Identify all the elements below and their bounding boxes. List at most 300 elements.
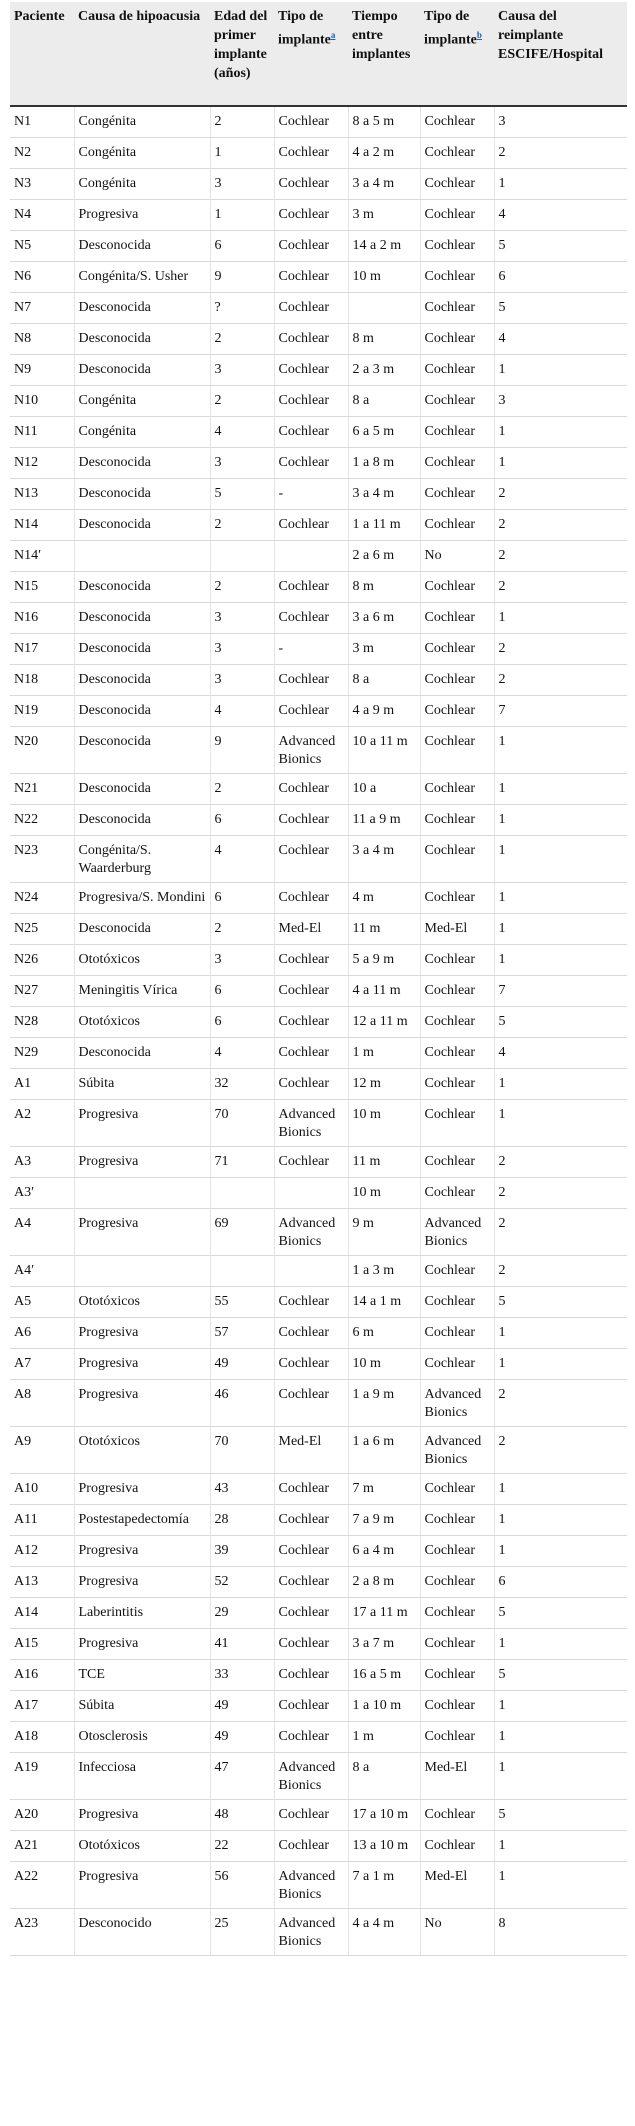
cell-tipo-b: Cochlear xyxy=(420,1473,494,1504)
cell-tipo-b: Cochlear xyxy=(420,1099,494,1146)
cell-paciente: N28 xyxy=(10,1006,74,1037)
table-row xyxy=(10,1504,627,1535)
cell-paciente: A10 xyxy=(10,1473,74,1504)
cell-paciente: A1 xyxy=(10,1068,74,1099)
cell-tipo-b: Cochlear xyxy=(420,1146,494,1177)
cell-tiempo: 7 a 1 m xyxy=(348,1861,420,1908)
cell-tipo-b: Cochlear xyxy=(420,1535,494,1566)
cell-causa: Congénita xyxy=(74,106,210,137)
cell-edad: 2 xyxy=(210,323,274,354)
cell-edad: 47 xyxy=(210,1752,274,1799)
cell-edad xyxy=(210,1255,274,1286)
cell-tiempo: 3 a 7 m xyxy=(348,1628,420,1659)
cell-tipo-a: Cochlear xyxy=(274,323,348,354)
cell-tipo-a: Cochlear xyxy=(274,835,348,882)
cell-tiempo: 1 a 6 m xyxy=(348,1426,420,1473)
cell-edad: 70 xyxy=(210,1099,274,1146)
cell-causa-reimplante: 5 xyxy=(494,1006,627,1037)
cell-paciente: A3 xyxy=(10,1146,74,1177)
cell-causa-reimplante: 1 xyxy=(494,944,627,975)
header-text: Paciente xyxy=(14,9,65,24)
table-row xyxy=(10,633,627,664)
table-row xyxy=(10,913,627,944)
table-row xyxy=(10,773,627,804)
cell-causa-reimplante: 3 xyxy=(494,385,627,416)
cell-tipo-a: - xyxy=(274,633,348,664)
cell-paciente: A18 xyxy=(10,1721,74,1752)
cell-causa: Súbita xyxy=(74,1068,210,1099)
header-text: Causa de hipoacusia xyxy=(78,9,201,24)
table-row xyxy=(10,509,627,540)
cell-edad: 48 xyxy=(210,1799,274,1830)
cell-causa: Desconocida xyxy=(74,447,210,478)
cell-causa-reimplante: 1 xyxy=(494,1752,627,1799)
cell-causa: Postestapedectomía xyxy=(74,1504,210,1535)
cell-causa-reimplante: 2 xyxy=(494,664,627,695)
cell-edad: 1 xyxy=(210,199,274,230)
cell-causa-reimplante: 1 xyxy=(494,773,627,804)
cell-edad: 43 xyxy=(210,1473,274,1504)
cell-causa: Congénita xyxy=(74,137,210,168)
cell-tipo-a: - xyxy=(274,478,348,509)
cell-tiempo: 9 m xyxy=(348,1208,420,1255)
header-text: Tipo de implante xyxy=(424,9,477,48)
cell-causa: Progresiva xyxy=(74,1317,210,1348)
cell-tipo-a: Cochlear xyxy=(274,1535,348,1566)
cell-tipo-b: Cochlear xyxy=(420,106,494,137)
cell-paciente: N3 xyxy=(10,168,74,199)
cell-tiempo: 8 a 5 m xyxy=(348,106,420,137)
cell-causa: Ototóxicos xyxy=(74,1426,210,1473)
cell-tipo-b: Cochlear xyxy=(420,1659,494,1690)
header-tipo-b xyxy=(420,2,494,106)
cell-causa-reimplante: 1 xyxy=(494,726,627,773)
table-row xyxy=(10,261,627,292)
cell-causa-reimplante: 6 xyxy=(494,1566,627,1597)
cell-tipo-a: Cochlear xyxy=(274,944,348,975)
cell-tipo-a: Cochlear xyxy=(274,602,348,633)
cell-edad: 49 xyxy=(210,1721,274,1752)
cell-tipo-b: Cochlear xyxy=(420,726,494,773)
cell-tiempo: 8 m xyxy=(348,323,420,354)
cell-tipo-a: Cochlear xyxy=(274,1068,348,1099)
cell-causa-reimplante: 2 xyxy=(494,509,627,540)
cell-tipo-b: Cochlear xyxy=(420,1317,494,1348)
cell-tiempo: 1 a 3 m xyxy=(348,1255,420,1286)
cell-causa-reimplante: 4 xyxy=(494,199,627,230)
cell-tiempo: 17 a 11 m xyxy=(348,1597,420,1628)
cell-tipo-b: Cochlear xyxy=(420,1504,494,1535)
cell-tipo-b: Cochlear xyxy=(420,835,494,882)
cell-edad: 2 xyxy=(210,773,274,804)
table-row xyxy=(10,199,627,230)
cell-tiempo: 2 a 3 m xyxy=(348,354,420,385)
cell-edad: 71 xyxy=(210,1146,274,1177)
cell-edad: 28 xyxy=(210,1504,274,1535)
cell-edad: 25 xyxy=(210,1908,274,1955)
cell-edad: 46 xyxy=(210,1379,274,1426)
cell-tiempo: 10 m xyxy=(348,261,420,292)
cell-tipo-a: Cochlear xyxy=(274,230,348,261)
cell-tiempo: 11 m xyxy=(348,913,420,944)
table-row xyxy=(10,1721,627,1752)
cell-paciente: A23 xyxy=(10,1908,74,1955)
table-row xyxy=(10,804,627,835)
cell-paciente: N6 xyxy=(10,261,74,292)
cell-edad: 2 xyxy=(210,106,274,137)
cell-paciente: A16 xyxy=(10,1659,74,1690)
cell-paciente: N11 xyxy=(10,416,74,447)
cell-edad: 4 xyxy=(210,1037,274,1068)
cell-causa-reimplante: 1 xyxy=(494,1830,627,1861)
cell-paciente: N23 xyxy=(10,835,74,882)
table-row xyxy=(10,1597,627,1628)
cell-tipo-a: Advanced Bionics xyxy=(274,726,348,773)
table-row xyxy=(10,1177,627,1208)
cell-tiempo: 6 a 5 m xyxy=(348,416,420,447)
cell-causa-reimplante: 5 xyxy=(494,1286,627,1317)
cell-tipo-a: Cochlear xyxy=(274,695,348,726)
cell-paciente: N1 xyxy=(10,106,74,137)
cell-tipo-b: Cochlear xyxy=(420,773,494,804)
cell-causa-reimplante: 1 xyxy=(494,882,627,913)
cell-edad: 70 xyxy=(210,1426,274,1473)
cell-tipo-b: Cochlear xyxy=(420,354,494,385)
cell-tipo-b: Cochlear xyxy=(420,804,494,835)
cell-tiempo: 10 m xyxy=(348,1348,420,1379)
table-row xyxy=(10,323,627,354)
cell-causa: Progresiva xyxy=(74,1099,210,1146)
cell-causa: Progresiva xyxy=(74,1379,210,1426)
cell-tipo-b: Cochlear xyxy=(420,199,494,230)
cell-tipo-b: Cochlear xyxy=(420,1255,494,1286)
cell-paciente: N17 xyxy=(10,633,74,664)
cell-paciente: N15 xyxy=(10,571,74,602)
cell-paciente: A21 xyxy=(10,1830,74,1861)
cell-tiempo: 8 a xyxy=(348,385,420,416)
table-header xyxy=(10,2,627,106)
header-paciente xyxy=(10,2,74,106)
header-text: Tiempo entre implantes xyxy=(352,9,411,62)
cell-tiempo: 7 a 9 m xyxy=(348,1504,420,1535)
cell-edad: 2 xyxy=(210,509,274,540)
cell-paciente: A3′ xyxy=(10,1177,74,1208)
cell-causa: Infecciosa xyxy=(74,1752,210,1799)
cell-causa-reimplante: 2 xyxy=(494,1255,627,1286)
table-row xyxy=(10,1830,627,1861)
cell-edad: 2 xyxy=(210,385,274,416)
cell-edad: 69 xyxy=(210,1208,274,1255)
cell-edad: 3 xyxy=(210,168,274,199)
cell-causa-reimplante: 1 xyxy=(494,1690,627,1721)
table-row xyxy=(10,416,627,447)
table-row xyxy=(10,1208,627,1255)
cell-edad: 29 xyxy=(210,1597,274,1628)
cell-causa: Progresiva xyxy=(74,1861,210,1908)
cell-tipo-a: Cochlear xyxy=(274,199,348,230)
cell-causa: TCE xyxy=(74,1659,210,1690)
cell-paciente: N8 xyxy=(10,323,74,354)
cell-tiempo: 8 m xyxy=(348,571,420,602)
cell-paciente: A7 xyxy=(10,1348,74,1379)
cell-edad: 3 xyxy=(210,633,274,664)
cell-tipo-a: Cochlear xyxy=(274,354,348,385)
table-body xyxy=(10,106,627,1955)
cell-paciente: A14 xyxy=(10,1597,74,1628)
cell-tiempo: 3 a 6 m xyxy=(348,602,420,633)
cell-tiempo: 4 m xyxy=(348,882,420,913)
table-row xyxy=(10,1659,627,1690)
header-text: Edad del primer implante (años) xyxy=(214,9,268,81)
cell-causa xyxy=(74,1177,210,1208)
cell-edad: 2 xyxy=(210,913,274,944)
cell-tiempo xyxy=(348,292,420,323)
cell-edad: ? xyxy=(210,292,274,323)
table-row xyxy=(10,695,627,726)
table-row xyxy=(10,1566,627,1597)
cell-tipo-b: Cochlear xyxy=(420,385,494,416)
cell-edad: 4 xyxy=(210,835,274,882)
cell-tiempo: 1 a 11 m xyxy=(348,509,420,540)
cell-edad: 6 xyxy=(210,804,274,835)
cell-tipo-a: Cochlear xyxy=(274,137,348,168)
cell-causa-reimplante: 1 xyxy=(494,168,627,199)
table-row xyxy=(10,1255,627,1286)
cell-causa: Congénita xyxy=(74,416,210,447)
cell-tipo-a: Advanced Bionics xyxy=(274,1752,348,1799)
cell-causa: Ototóxicos xyxy=(74,944,210,975)
cell-causa: Ototóxicos xyxy=(74,1286,210,1317)
cell-tipo-a: Cochlear xyxy=(274,1566,348,1597)
cell-causa-reimplante: 8 xyxy=(494,1908,627,1955)
cell-tiempo: 6 a 4 m xyxy=(348,1535,420,1566)
table-row xyxy=(10,835,627,882)
cell-causa: Desconocida xyxy=(74,695,210,726)
cell-tipo-b: Cochlear xyxy=(420,1006,494,1037)
cell-causa-reimplante: 1 xyxy=(494,1317,627,1348)
cell-edad: 32 xyxy=(210,1068,274,1099)
cell-tipo-b: Cochlear xyxy=(420,230,494,261)
cell-causa: Ototóxicos xyxy=(74,1006,210,1037)
cell-causa: Progresiva xyxy=(74,199,210,230)
cell-tipo-b: Cochlear xyxy=(420,1690,494,1721)
table-row xyxy=(10,1861,627,1908)
cell-tipo-b: Cochlear xyxy=(420,1348,494,1379)
cell-paciente: N24 xyxy=(10,882,74,913)
cell-tipo-b: Cochlear xyxy=(420,1566,494,1597)
table-row xyxy=(10,1037,627,1068)
table-row xyxy=(10,726,627,773)
cell-edad: 6 xyxy=(210,975,274,1006)
cell-tipo-b: Cochlear xyxy=(420,292,494,323)
cell-causa: Desconocida xyxy=(74,509,210,540)
cell-tipo-a: Cochlear xyxy=(274,975,348,1006)
cell-tipo-a: Cochlear xyxy=(274,1830,348,1861)
cell-causa-reimplante: 1 xyxy=(494,1861,627,1908)
cell-edad: 5 xyxy=(210,478,274,509)
table-row xyxy=(10,1473,627,1504)
cell-causa: Progresiva xyxy=(74,1348,210,1379)
cell-causa-reimplante: 1 xyxy=(494,416,627,447)
cell-causa: Desconocida xyxy=(74,664,210,695)
cell-tipo-b: Med-El xyxy=(420,1861,494,1908)
cell-tipo-a: Cochlear xyxy=(274,1006,348,1037)
cell-tiempo: 17 a 10 m xyxy=(348,1799,420,1830)
cell-paciente: N18 xyxy=(10,664,74,695)
cell-paciente: N29 xyxy=(10,1037,74,1068)
cell-causa-reimplante: 5 xyxy=(494,1659,627,1690)
cell-edad: 9 xyxy=(210,261,274,292)
cell-tipo-a: Advanced Bionics xyxy=(274,1208,348,1255)
cell-tipo-b: Cochlear xyxy=(420,571,494,602)
cell-tipo-b: Cochlear xyxy=(420,478,494,509)
cell-causa-reimplante: 2 xyxy=(494,633,627,664)
cell-causa xyxy=(74,1255,210,1286)
cell-tipo-a: Cochlear xyxy=(274,882,348,913)
cell-causa: Desconocida xyxy=(74,602,210,633)
cell-tipo-b: Med-El xyxy=(420,913,494,944)
table-row xyxy=(10,1799,627,1830)
cell-tipo-a: Cochlear xyxy=(274,1348,348,1379)
cell-causa: Otosclerosis xyxy=(74,1721,210,1752)
table-row xyxy=(10,571,627,602)
cell-tipo-a: Cochlear xyxy=(274,1473,348,1504)
table-row xyxy=(10,882,627,913)
cell-edad: 3 xyxy=(210,447,274,478)
cell-tipo-b: Cochlear xyxy=(420,1628,494,1659)
table-row xyxy=(10,1006,627,1037)
cell-tipo-a: Med-El xyxy=(274,913,348,944)
cell-paciente: N12 xyxy=(10,447,74,478)
cell-paciente: N7 xyxy=(10,292,74,323)
cell-causa: Progresiva xyxy=(74,1566,210,1597)
header-row xyxy=(10,2,627,106)
cell-paciente: A6 xyxy=(10,1317,74,1348)
reimplant-table xyxy=(10,2,627,1956)
cell-tipo-b: Cochlear xyxy=(420,602,494,633)
table-row xyxy=(10,230,627,261)
cell-causa-reimplante: 2 xyxy=(494,1177,627,1208)
cell-tiempo: 12 m xyxy=(348,1068,420,1099)
cell-tiempo: 3 a 4 m xyxy=(348,835,420,882)
table-row xyxy=(10,1426,627,1473)
table-row xyxy=(10,385,627,416)
cell-edad: 3 xyxy=(210,664,274,695)
cell-tiempo: 4 a 9 m xyxy=(348,695,420,726)
cell-edad: 39 xyxy=(210,1535,274,1566)
cell-tipo-b: Cochlear xyxy=(420,261,494,292)
cell-tipo-a: Cochlear xyxy=(274,1799,348,1830)
cell-edad: 55 xyxy=(210,1286,274,1317)
cell-causa-reimplante: 1 xyxy=(494,354,627,385)
cell-tipo-b: Cochlear xyxy=(420,944,494,975)
cell-causa-reimplante: 4 xyxy=(494,323,627,354)
cell-paciente: N20 xyxy=(10,726,74,773)
cell-edad: 6 xyxy=(210,1006,274,1037)
cell-tipo-b: Cochlear xyxy=(420,137,494,168)
cell-causa-reimplante: 1 xyxy=(494,1348,627,1379)
cell-tiempo: 1 m xyxy=(348,1037,420,1068)
table-row xyxy=(10,1317,627,1348)
cell-tiempo: 1 m xyxy=(348,1721,420,1752)
cell-causa: Súbita xyxy=(74,1690,210,1721)
cell-causa: Desconocida xyxy=(74,354,210,385)
cell-causa: Desconocida xyxy=(74,323,210,354)
cell-edad: 1 xyxy=(210,137,274,168)
table-row xyxy=(10,106,627,137)
table-row xyxy=(10,478,627,509)
table-row xyxy=(10,1690,627,1721)
table-container xyxy=(10,2,627,1956)
cell-causa-reimplante: 3 xyxy=(494,106,627,137)
header-tiempo xyxy=(348,2,420,106)
cell-tipo-a: Cochlear xyxy=(274,416,348,447)
header-causa-reimplante xyxy=(494,2,627,106)
cell-causa-reimplante: 2 xyxy=(494,1146,627,1177)
cell-tipo-a xyxy=(274,1177,348,1208)
cell-tipo-a: Cochlear xyxy=(274,1721,348,1752)
table-row xyxy=(10,1068,627,1099)
cell-causa: Progresiva xyxy=(74,1799,210,1830)
cell-tiempo: 14 a 2 m xyxy=(348,230,420,261)
cell-tiempo: 8 a xyxy=(348,1752,420,1799)
cell-tipo-a xyxy=(274,540,348,571)
cell-causa: Progresiva xyxy=(74,1473,210,1504)
cell-tipo-a: Cochlear xyxy=(274,1690,348,1721)
cell-tipo-a: Cochlear xyxy=(274,1504,348,1535)
cell-tipo-b: No xyxy=(420,1908,494,1955)
cell-edad: 3 xyxy=(210,602,274,633)
cell-edad: 41 xyxy=(210,1628,274,1659)
cell-edad: 3 xyxy=(210,944,274,975)
table-row xyxy=(10,1628,627,1659)
table-row xyxy=(10,292,627,323)
table-row xyxy=(10,664,627,695)
cell-paciente: N27 xyxy=(10,975,74,1006)
footnote-link[interactable]: b xyxy=(476,30,482,40)
cell-causa: Desconocida xyxy=(74,571,210,602)
cell-causa-reimplante: 2 xyxy=(494,571,627,602)
cell-tipo-a: Cochlear xyxy=(274,773,348,804)
cell-tipo-b: Advanced Bionics xyxy=(420,1208,494,1255)
cell-tipo-b: Advanced Bionics xyxy=(420,1426,494,1473)
table-row xyxy=(10,1099,627,1146)
cell-tipo-b: Cochlear xyxy=(420,1830,494,1861)
cell-tipo-a: Advanced Bionics xyxy=(274,1908,348,1955)
cell-edad: 22 xyxy=(210,1830,274,1861)
cell-tipo-b: Cochlear xyxy=(420,1799,494,1830)
cell-causa-reimplante: 1 xyxy=(494,1068,627,1099)
cell-tipo-b: Cochlear xyxy=(420,1037,494,1068)
table-row xyxy=(10,447,627,478)
cell-tipo-b: Cochlear xyxy=(420,1177,494,1208)
cell-causa-reimplante: 1 xyxy=(494,835,627,882)
cell-edad xyxy=(210,540,274,571)
cell-tipo-b: Advanced Bionics xyxy=(420,1379,494,1426)
cell-edad: 6 xyxy=(210,230,274,261)
cell-tiempo: 8 a xyxy=(348,664,420,695)
cell-paciente: A12 xyxy=(10,1535,74,1566)
cell-causa: Ototóxicos xyxy=(74,1830,210,1861)
cell-tiempo: 1 a 8 m xyxy=(348,447,420,478)
footnote-link[interactable]: a xyxy=(330,30,336,40)
table-row xyxy=(10,1535,627,1566)
table-row xyxy=(10,602,627,633)
cell-paciente: A4′ xyxy=(10,1255,74,1286)
cell-tipo-a: Advanced Bionics xyxy=(274,1861,348,1908)
cell-edad: 9 xyxy=(210,726,274,773)
cell-causa-reimplante: 5 xyxy=(494,1597,627,1628)
